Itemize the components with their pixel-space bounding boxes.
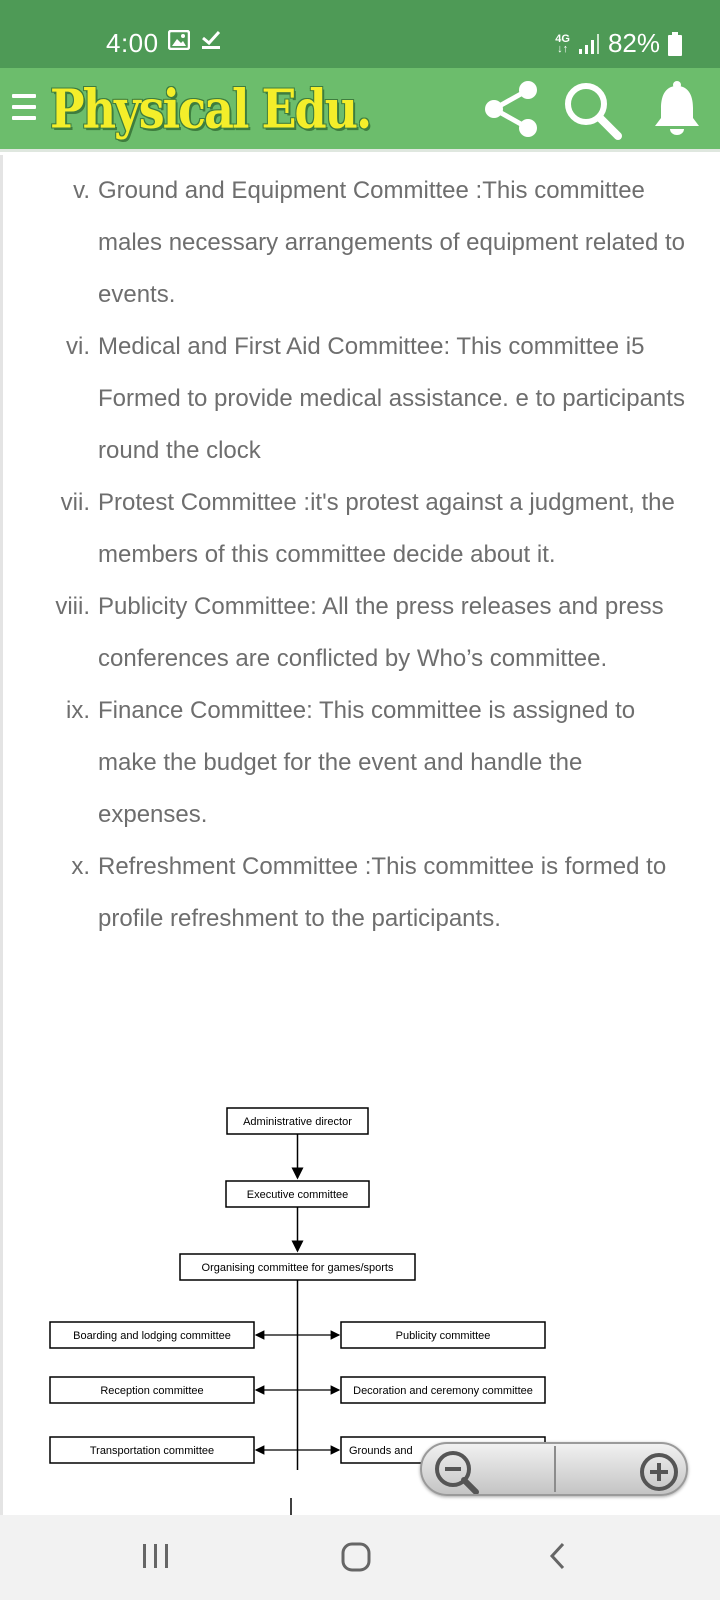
status-time: 4:00 xyxy=(106,28,159,58)
admin-director-label: Administrative director xyxy=(243,1116,352,1128)
article-content xyxy=(0,165,720,945)
list-text: Medical and First Aid Committee: This committee i5 Formed to provide medical assistance. e to participants round the clock xyxy=(98,333,685,464)
organising-committee-label: Organising committee for games/sports xyxy=(201,1262,394,1274)
list-number: viii. xyxy=(55,593,90,620)
decoration-committee-label: Decoration and ceremony committee xyxy=(353,1385,533,1397)
navigation-bar xyxy=(0,1515,720,1600)
zoom-out-button[interactable] xyxy=(432,1448,482,1494)
bell-icon[interactable] xyxy=(652,80,702,138)
transportation-committee-label: Transportation committee xyxy=(89,1445,215,1457)
list-number: vi. xyxy=(66,333,90,360)
signal-icon xyxy=(578,33,600,55)
share-icon[interactable] xyxy=(480,78,542,140)
app-title: Physical Edu. xyxy=(50,78,371,141)
download-complete-icon xyxy=(200,30,222,50)
boarding-committee-label: Boarding and lodging committee xyxy=(73,1330,231,1342)
grounds-committee-label: Grounds and xyxy=(349,1445,413,1457)
zoom-control xyxy=(420,1442,688,1496)
search-icon[interactable] xyxy=(562,80,624,142)
gallery-notification-icon xyxy=(168,30,190,50)
zoom-in-button[interactable] xyxy=(634,1448,684,1494)
publicity-committee-label: Publicity committee xyxy=(395,1330,491,1342)
recent-apps-icon[interactable] xyxy=(141,1541,171,1571)
list-text: Protest Committee :it's protest against a judgment, the members of this committee decide about it. xyxy=(98,489,675,568)
list-text: Finance Committee: This committee is assigned to make the budget for the event and handle the expenses. xyxy=(98,697,636,828)
list-item xyxy=(0,477,720,581)
list-text: Ground and Equipment Committee :This committee males necessary arrangements of equipment related to events. xyxy=(98,177,685,308)
list-text: Refreshment Committee :This committee is formed to profile refreshment to the participants. xyxy=(98,853,667,932)
network-type-icon: 4G ↓↑ xyxy=(555,32,570,55)
list-number: x. xyxy=(71,853,90,880)
list-item xyxy=(0,165,720,321)
battery-percent: 82% xyxy=(607,28,660,58)
home-icon[interactable] xyxy=(340,1541,372,1573)
list-text: Publicity Committee: All the press releases and press conferences are conflicted by Who’s committee. xyxy=(98,593,664,672)
reception-committee-label: Reception committee xyxy=(100,1385,204,1397)
list-item xyxy=(0,581,720,685)
status-bar xyxy=(0,0,720,68)
list-item xyxy=(0,841,720,945)
executive-committee-label: Executive committee xyxy=(246,1189,349,1201)
list-item xyxy=(0,321,720,477)
battery-icon xyxy=(668,32,682,56)
zoom-divider xyxy=(554,1446,556,1492)
list-number: vii. xyxy=(60,489,90,516)
list-number: v. xyxy=(73,177,90,204)
app-bar xyxy=(0,68,720,152)
list-number: ix. xyxy=(66,697,90,724)
back-icon[interactable] xyxy=(545,1541,571,1571)
list-item xyxy=(0,685,720,841)
menu-icon[interactable] xyxy=(12,94,38,124)
